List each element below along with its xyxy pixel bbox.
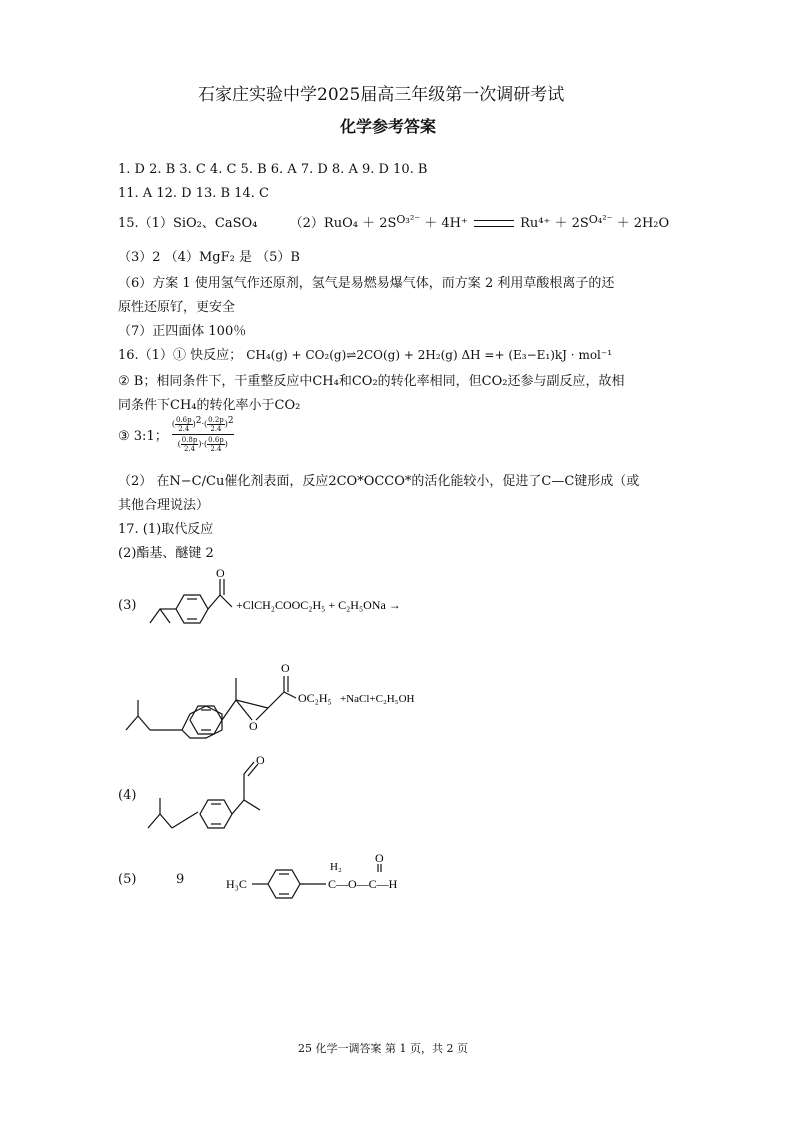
q17-part5-label: (5) — [118, 872, 137, 887]
ketone-oxygen: O — [216, 566, 225, 580]
q15-part1: 15.（1）SiO₂、CaSO₄ — [118, 216, 258, 231]
q16-part2-line-2: 同条件下CH₄的转化率小于CO₂ — [118, 398, 301, 413]
frac-c-num: 0.8p — [181, 436, 198, 445]
page-title: 石家庄实验中学2025届高三年级第一次调研考试 — [198, 85, 565, 105]
q16-q2-line-1: （2） 在N−C/Cu催化剂表面，反应2CO*OCCO*的活化能较小，促进了C—C键形成（或 — [118, 474, 640, 489]
methyl-label: H₃C — [226, 877, 247, 891]
page-subtitle: 化学参考答案 — [340, 117, 437, 136]
ester-ethoxy-text: OC₂H₅ — [298, 691, 332, 705]
frac-a-num: 0.6p — [175, 416, 192, 425]
q16-part3 — [118, 416, 234, 453]
frac-b-den: 2.4 — [210, 425, 222, 434]
frac-d-den: 2.4 — [210, 445, 222, 454]
q16-part2-line-1: ② B；相同条件下，干重整反应中CH₄和CO₂的转化率相同，但CO₂还参与副反应，故相 — [118, 374, 625, 389]
aldehyde-structure — [140, 752, 300, 842]
ester-carbonyl-oxygen: O — [281, 661, 290, 675]
reactant-ketone-structure — [140, 565, 480, 640]
q15-part6-line-2: 原性还原钌，更安全 — [118, 300, 236, 315]
formate-carbonyl-oxygen: O — [375, 851, 384, 865]
frac-c-den: 2.4 — [183, 445, 196, 454]
q17-part5-count: 9 — [176, 872, 185, 887]
frac-a-den: 2.4 — [178, 425, 190, 434]
products-text: +NaCl+C₂H₅OH — [340, 693, 415, 705]
methylene-h2-label: H₂ — [330, 861, 342, 873]
q15-equals-sign — [474, 220, 514, 227]
formate-chain-label: C—O—C—H — [328, 877, 398, 891]
q15-part6-line-1: （6）方案 1 使用氢气作还原剂，氢气是易燃易爆气体，而方案 2 利用草酸根离子的还 — [118, 276, 615, 291]
q16-part1 — [118, 344, 612, 363]
q15-ion-sulfite: O₃²⁻ — [396, 213, 421, 226]
q15-line-1 — [118, 212, 669, 231]
q17-part4-label: (4) — [118, 788, 137, 803]
mc-answers-row-2: 11. A 12. D 13. B 14. C — [118, 186, 269, 201]
q17-part3-label: (3) — [118, 598, 137, 613]
q16-equation: CH₄(g) + CO₂(g)⇌2CO(g) + 2H₂(g) ΔH =+ (E₃−E₁)kJ · mol⁻¹ — [246, 348, 613, 362]
aldehyde-oxygen: O — [256, 753, 265, 767]
q16-q2-line-2: 其他合理说法） — [118, 498, 210, 513]
q17-part1: 17. (1)取代反应 — [118, 522, 214, 537]
frac-d-num: 0.6p — [208, 436, 224, 445]
q15-part7: （7）正四面体 100％ — [118, 324, 247, 339]
q16-part3-label: ③ 3:1； — [118, 429, 168, 445]
frac-b-num: 0.2p — [208, 416, 224, 425]
q15-part2-end: ＋ 2H₂O — [616, 216, 670, 231]
q15-part2-mid: ＋ 4H⁺ — [424, 216, 468, 231]
reagents-text: +ClCH₂COOC₂H₅ + C₂H₅ONa → — [236, 598, 401, 612]
q17-part2: (2)酯基、醚键 2 — [118, 546, 214, 561]
glycidic-ester-structure — [118, 648, 478, 744]
q15-parts-3-5: （3）2 （4）MgF₂ 是 （5）B — [118, 250, 300, 265]
epoxide-oxygen: O — [249, 719, 258, 733]
q15-part2-left: （2）RuO₄ ＋ 2S — [289, 216, 397, 231]
q15-ion-sulfate: O₄²⁻ — [588, 213, 613, 226]
benzyl-formate-structure — [226, 848, 426, 908]
kp-expression: ( $\frac{0.6p}{2.4})^2\cdot$( $\frac{0.2p}{2.4})^2$ ( $\frac{0.8p}{2.4})\cdot$( $\frac{0.6p}{2.4}$) — [171, 416, 234, 454]
mc-answers-row-1: 1. D 2. B 3. C 4. C 5. B 6. A 7. D 8. A 9. D 10. B — [118, 162, 428, 177]
q15-part2-right: Ru⁴⁺ ＋ 2S — [520, 216, 589, 231]
page-footer: 25 化学一调答案 第 1 页，共 2 页 — [298, 1042, 468, 1055]
q16-part1-label: 16.（1）① 快反应； — [118, 348, 243, 363]
